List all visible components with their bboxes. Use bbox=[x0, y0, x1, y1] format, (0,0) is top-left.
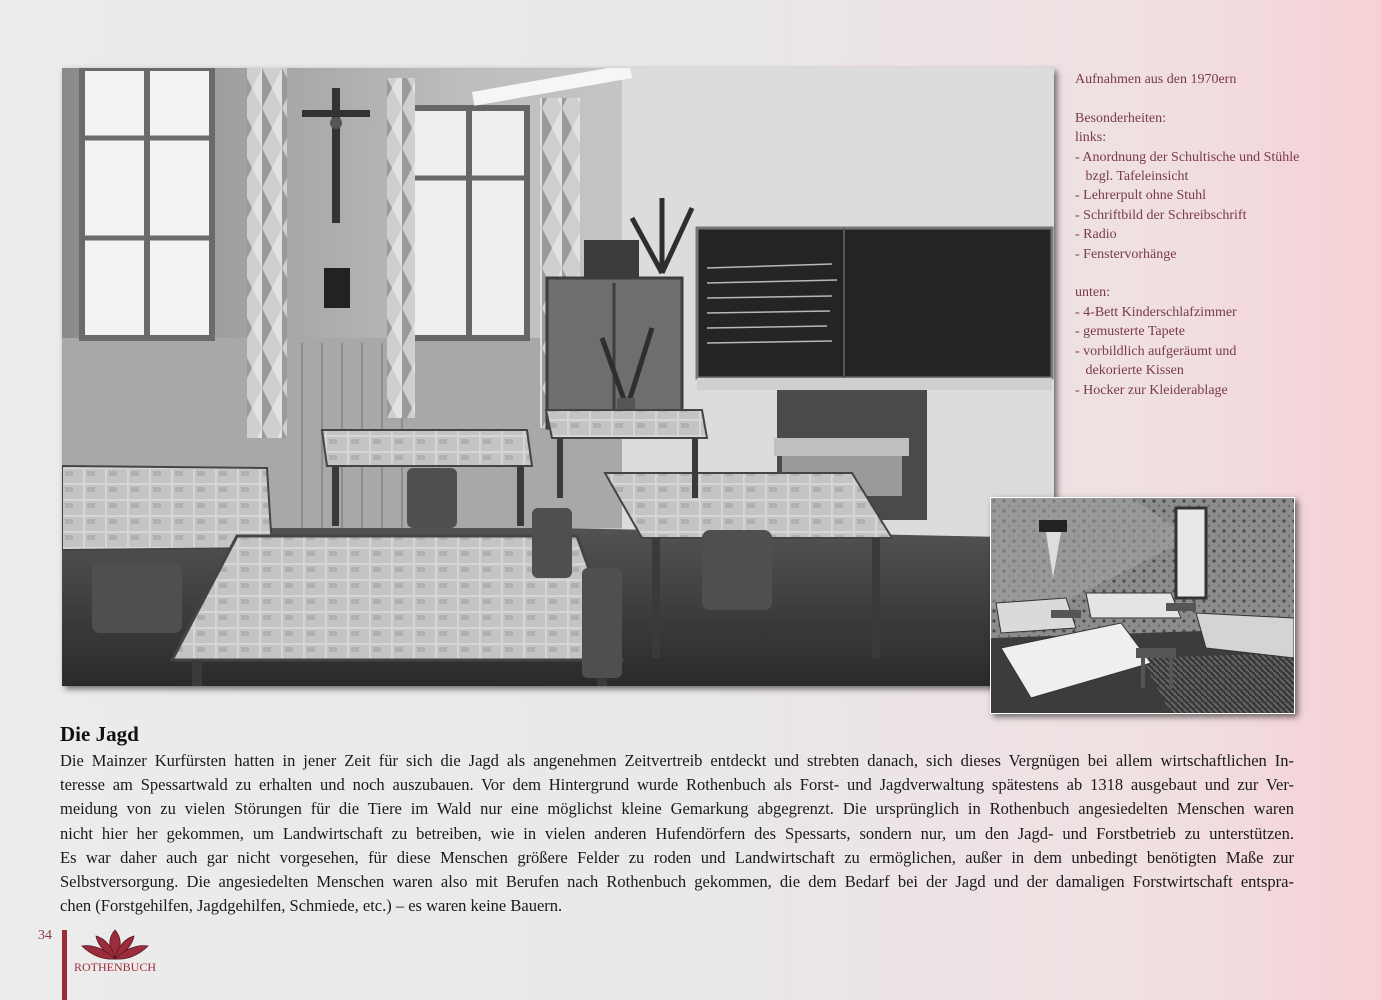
bedroom-photo-illustration bbox=[991, 498, 1294, 713]
caption-line bbox=[1075, 89, 1335, 108]
caption-line bbox=[1075, 264, 1335, 283]
body-text bbox=[60, 749, 1294, 918]
classroom-photo-illustration bbox=[62, 68, 1054, 686]
body-line: Selbstversorgung. Die angesiedelten Menschen waren also mit Berufen nach Rothenbuch gekommen, die dem Bedarf bei der Jagd und der damaligen Forstwirtschaft entspra- bbox=[60, 872, 1294, 892]
caption-line: links: bbox=[1075, 130, 1107, 146]
caption-line: dekorierte Kissen bbox=[1075, 363, 1184, 379]
logo-text: ROTHENBUCH bbox=[73, 960, 156, 974]
page-accent-bar bbox=[62, 930, 67, 1000]
caption-line: - Schriftbild der Schreibschrift bbox=[1075, 207, 1247, 223]
caption-line: - Radio bbox=[1075, 227, 1117, 243]
caption-line: - Anordnung der Schultische und Stühle bbox=[1075, 149, 1300, 165]
photo-caption bbox=[1075, 70, 1335, 400]
caption-line: - Hocker zur Kleiderablage bbox=[1075, 382, 1228, 398]
classroom-photo bbox=[62, 68, 1054, 686]
caption-line: - Lehrerpult ohne Stuhl bbox=[1075, 188, 1207, 204]
body-line: meidung von zu vielen Störungen für die Tiere im Wald nur eine möglichst kleine Gemarkung abgegrenzt. Die ursprünglich in Rothenbuch angesiedelten Menschen waren bbox=[60, 799, 1294, 819]
bedroom-photo bbox=[990, 497, 1295, 714]
caption-line: Aufnahmen aus den 1970ern bbox=[1075, 72, 1237, 87]
caption-line: - gemusterte Tapete bbox=[1075, 324, 1185, 340]
section-title: Die Jagd bbox=[60, 722, 139, 746]
body-line: nicht hier her gekommen, um Landwirtschaft zu betreiben, wie in vielen anderen Hufendörfern des Spessarts, sondern nur, um den Jagd- und Forstbetrieb zu unterstützen. bbox=[60, 823, 1294, 843]
body-line: Die Mainzer Kurfürsten hatten in jener Zeit für sich die Jagd als angenehmen Zeitvertreib entdeckt und strebten danach, sich dieses Vergnügen bei allem wirtschaftlichen In- bbox=[60, 751, 1294, 770]
caption-line: - 4-Bett Kinderschlafzimmer bbox=[1075, 304, 1237, 320]
caption-line: unten: bbox=[1075, 285, 1110, 301]
body-line: chen (Forstgehilfen, Jagdgehilfen, Schmiede, etc.) – es waren keine Bauern. bbox=[60, 896, 563, 916]
caption-line: - Fenstervorhänge bbox=[1075, 246, 1177, 262]
caption-line: bzgl. Tafeleinsicht bbox=[1075, 169, 1189, 185]
body-line: Es war daher auch gar nicht vorgesehen, für diese Menschen größere Felder zu roden und Landwirtschaft zu ermöglichen, außer in dem unbedingt benötigten Maße zur bbox=[60, 847, 1294, 867]
body-line: teresse am Spessartwald zu erhalten und noch auszubauen. Vor dem Hintergrund wurde Rothenbuch als Forst- und Jagdverwaltung spätestens ab 1318 ausgebaut und zur Ver- bbox=[60, 775, 1294, 795]
caption-line: - vorbildlich aufgeräumt und bbox=[1075, 343, 1237, 359]
page-number: 34 bbox=[38, 928, 52, 943]
caption-line: Besonderheiten: bbox=[1075, 110, 1166, 126]
leaf-emblem-icon bbox=[72, 928, 158, 962]
